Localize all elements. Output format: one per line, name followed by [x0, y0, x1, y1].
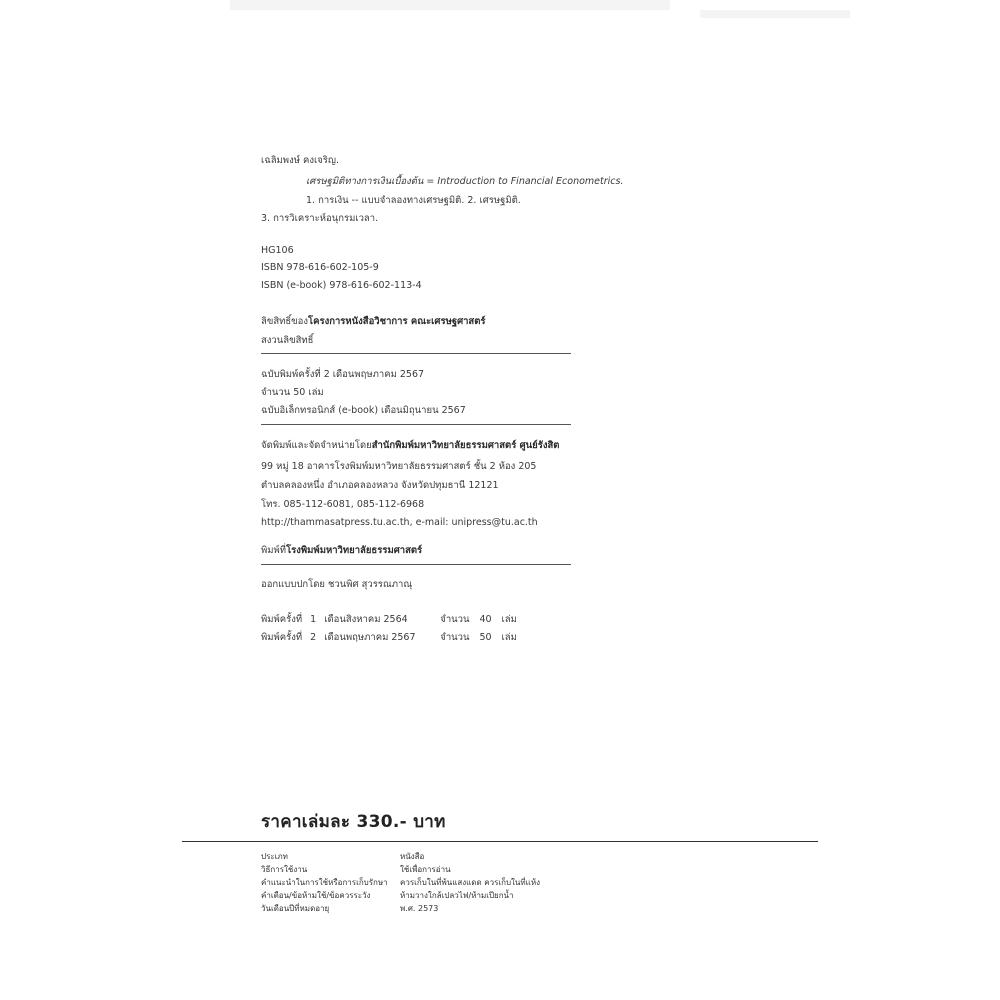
info-label-type: ประเภท: [261, 852, 288, 861]
info-value-usage: ใช้เพื่อการอ่าน: [400, 865, 451, 874]
cip-title: เศรษฐมิติทางการเงินเบื้องต้น = Introduction to Financial Econometrics.: [306, 176, 624, 187]
publisher-line: [261, 438, 559, 453]
edition-line-3: ฉบับอิเล็กทรอนิกส์ (e-book) เดือนมิถุนายน 2567: [261, 405, 466, 416]
printing-history-row: [261, 612, 517, 627]
publisher-name: สำนักพิมพ์มหาวิทยาลัยธรรมศาสตร์ ศูนย์รังสิต: [371, 440, 560, 451]
price: ราคาเล่มละ 330.- บาท: [261, 812, 446, 832]
printing-date: เดือนพฤษภาคม 2567: [324, 632, 416, 643]
printer-name: โรงพิมพ์มหาวิทยาลัยธรรมศาสตร์: [286, 545, 423, 556]
info-value-storage: ควรเก็บในที่พ้นแสงแดด ควรเก็บในที่แห้ง: [400, 878, 541, 887]
info-label-expiry: วันเดือนปีที่หมดอายุ: [261, 904, 330, 913]
cip-author: เฉลิมพงษ์ คงเจริญ.: [261, 155, 340, 166]
copyright-owner: โครงการหนังสือวิชาการ คณะเศรษฐศาสตร์: [308, 316, 486, 327]
printing-label: พิมพ์ครั้งที่: [261, 632, 303, 643]
printing-qty-label: จำนวน: [440, 614, 470, 625]
info-value-warning: ห้ามวางใกล้เปลวไฟ/ห้ามเปียกน้ำ: [400, 891, 514, 900]
printing-qty-label: จำนวน: [440, 632, 470, 643]
copyright-line: [261, 314, 486, 329]
publisher-phone: โทร. 085-112-6081, 085-112-6968: [261, 499, 425, 510]
info-label-warning: คำเตือน/ข้อห้ามใช้/ข้อควรระวัง: [261, 891, 371, 900]
call-number: HG106: [261, 245, 294, 256]
info-value-expiry: พ.ศ. 2573: [400, 904, 439, 913]
product-info-labels: [261, 850, 388, 915]
page-bleed-mark: [700, 10, 850, 18]
info-value-type: หนังสือ: [400, 852, 425, 861]
printing-number: 1: [310, 614, 317, 625]
page-bleed-mark: [230, 0, 670, 10]
edition-line-2: จำนวน 50 เล่ม: [261, 387, 324, 398]
isbn-ebook: ISBN (e-book) 978-616-602-113-4: [261, 280, 422, 291]
footer-divider: [182, 841, 818, 842]
divider: [261, 424, 571, 425]
publisher-address-2: ตำบลคลองหนึ่ง อำเภอคลองหลวง จังหวัดปทุมธานี 12121: [261, 480, 499, 491]
edition-line-1: ฉบับพิมพ์ครั้งที่ 2 เดือนพฤษภาคม 2567: [261, 369, 425, 380]
publisher-address-1: 99 หมู่ 18 อาคารโรงพิมพ์มหาวิทยาลัยธรรมศาสตร์ ชั้น 2 ห้อง 205: [261, 461, 537, 472]
cover-designer: ออกแบบปกโดย ชวนพิศ สุวรรณภาณุ: [261, 579, 413, 590]
cip-subjects-1: 1. การเงิน -- แบบจำลองทางเศรษฐมิติ. 2. เศรษฐมิติ.: [306, 195, 521, 206]
publisher-web: http://thammasatpress.tu.ac.th, e-mail: unipress@tu.ac.th: [261, 517, 538, 528]
printing-number: 2: [310, 632, 317, 643]
divider: [261, 564, 571, 565]
isbn: ISBN 978-616-602-105-9: [261, 262, 379, 273]
rights-reserved: สงวนลิขสิทธิ์: [261, 335, 314, 346]
printing-qty: 40: [479, 614, 492, 625]
cip-subjects-2: 3. การวิเคราะห์อนุกรมเวลา.: [261, 213, 379, 224]
printing-label: พิมพ์ครั้งที่: [261, 614, 303, 625]
divider: [261, 353, 571, 354]
publisher-prefix: จัดพิมพ์และจัดจำหน่ายโดย: [261, 440, 372, 451]
info-label-storage: คำแนะนำในการใช้หรือการเก็บรักษา: [261, 878, 388, 887]
printer-prefix: พิมพ์ที่: [261, 545, 287, 556]
printing-qty: 50: [479, 632, 492, 643]
copyright-prefix: ลิขสิทธิ์ของ: [261, 316, 309, 327]
printing-unit: เล่ม: [501, 614, 517, 625]
info-label-usage: วิธีการใช้งาน: [261, 865, 308, 874]
printing-history-row: [261, 630, 517, 645]
printing-date: เดือนสิงหาคม 2564: [324, 614, 408, 625]
printing-unit: เล่ม: [501, 632, 517, 643]
product-info-values: [400, 850, 540, 915]
printer-line: [261, 543, 422, 558]
